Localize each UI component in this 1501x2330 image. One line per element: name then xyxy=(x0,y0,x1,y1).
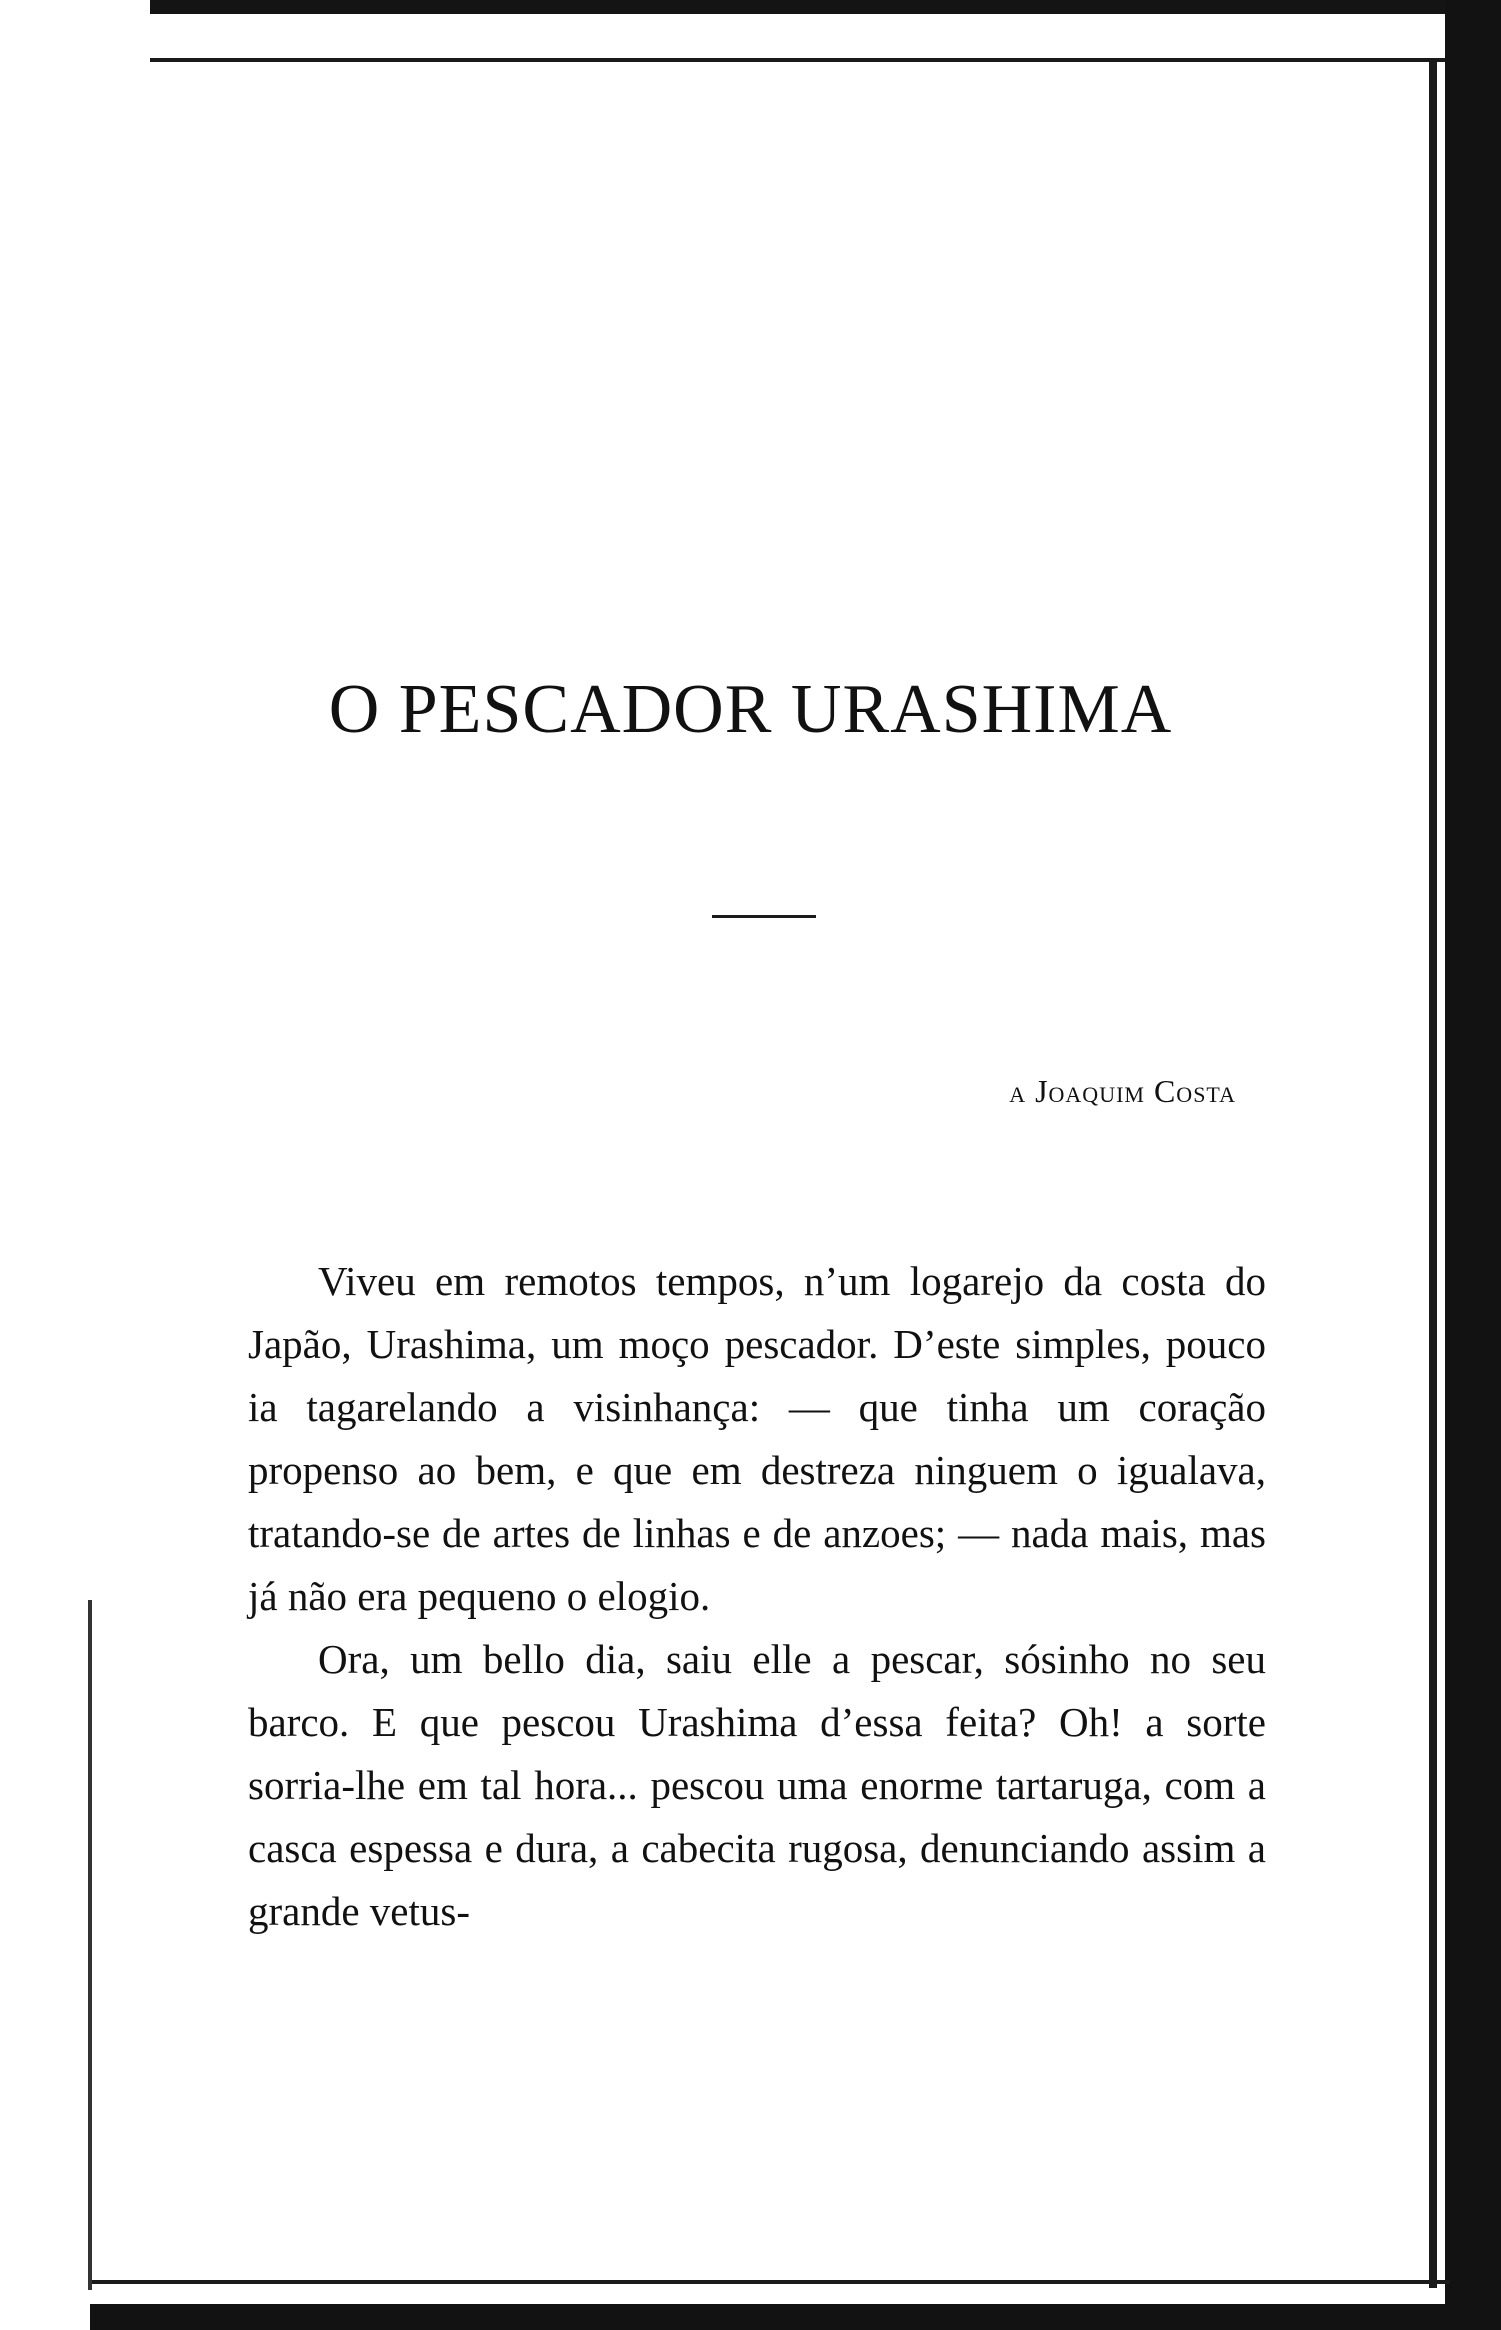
page-title: O PESCADOR URASHIMA xyxy=(328,671,1173,748)
scan-edge-top xyxy=(150,0,1501,14)
dedication: a Joaquim Costa xyxy=(1009,1073,1236,1109)
scan-edge-left xyxy=(88,1600,92,2290)
title-divider xyxy=(712,915,816,918)
paragraph: Ora, um bello dia, saiu elle a pescar, sósinho no seu barco. E que pescou Urashima d’essa feita? Oh! a sorte sorria-lhe em tal hora... pescou uma enorme tartaruga, com a casca espessa e dura, a cabecita rugosa, denunciando assim a grande vetus- xyxy=(248,1636,1266,1934)
scan-edge-bottom-line xyxy=(90,2280,1450,2284)
scan-edge-top-line xyxy=(150,58,1450,62)
scan-edge-bottom xyxy=(90,2304,1501,2330)
paragraph: Viveu em remotos tempos, n’um logarejo da costa do Japão, Urashima, um moço pescador. D’este simples, pouco ia tagarelando a visinhança: — que tinha um coração propenso ao bem, e que em destreza ninguem o igualava, tratando-se de artes de linhas e de anzoes; — nada mais, mas já não era pequeno o elogio. xyxy=(248,1258,1266,1619)
scan-edge-right xyxy=(1445,0,1501,2330)
scan-edge-right-line xyxy=(1429,58,1437,2288)
story-body xyxy=(248,1250,1266,1943)
